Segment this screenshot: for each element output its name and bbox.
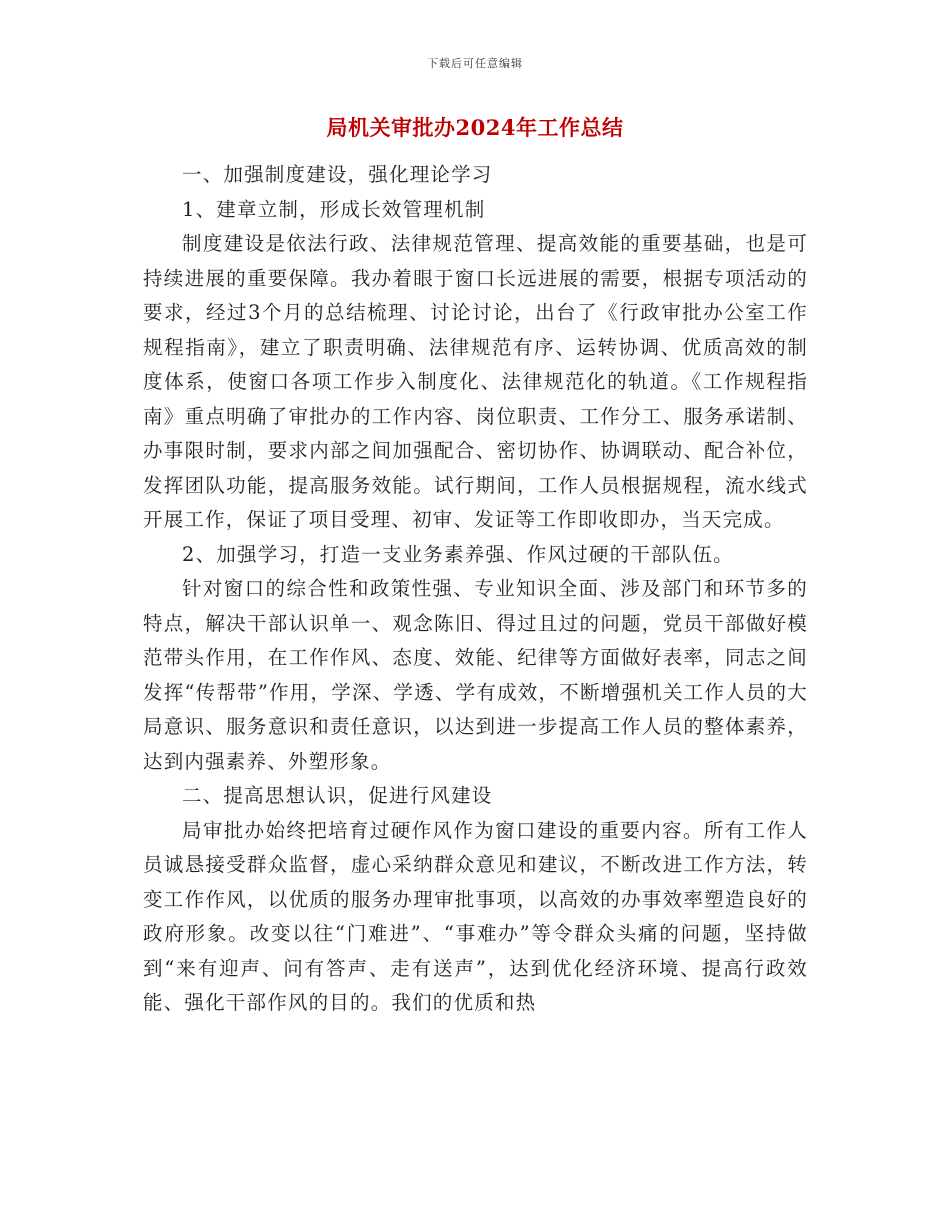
section-heading-1: 一、加强制度建设，强化理论学习 — [182, 163, 493, 186]
document-body — [143, 158, 808, 1021]
subsection-heading-2: 2、加强学习，打造一支业务素养强、作风过硬的干部队伍。 — [182, 542, 734, 566]
body-paragraph: 制度建设是依法行政、法律规范管理、提高效能的重要基础，也是可持续进展的重要保障。我办着眼于窗口长远进展的需要，根据专项活动的要求，经过3个月的总结梳理、讨论讨论，出台了《行政审批办公室工作规程指南》，建立了职责明确、法律规范有序、运转协调、优质高效的制度体系，使窗口各项工作步入制度化、法律规范化的轨道。《工作规程指南》重点明确了审批办的工作内容、岗位职责、工作分工、服务承诺制、办事限时制，要求内部之间加强配合、密切协作、协调联动、配合补位，发挥团队功能，提高服务效能。试行期间，工作人员根据规程，流水线式开展工作，保证了项目受理、初审、发证等工作即收即办，当天完成。 — [143, 232, 808, 531]
subsection-heading-1: 1、建章立制，形成长效管理机制 — [182, 197, 486, 221]
body-paragraph: 针对窗口的综合性和政策性强、专业知识全面、涉及部门和环节多的特点，解决干部认识单一、观念陈旧、得过且过的问题，党员干部做好模范带头作用，在工作作风、态度、效能、纪律等方面做好表率，同志之间发挥“传帮带”作用，学深、学透、学有成效，不断增强机关工作人员的大局意识、服务意识和责任意识，以达到进一步提高工作人员的整体素养，达到内强素养、外塑形象。 — [143, 577, 808, 773]
body-paragraph: 局审批办始终把培育过硬作风作为窗口建设的重要内容。所有工作人员诚恳接受群众监督，虚心采纳群众意见和建议，不断改进工作方法，转变工作作风，以优质的服务办理审批事项，以高效的办事效率塑造良好的政府形象。改变以往“门难进”、“事难办”等令群众头痛的问题，坚持做到“来有迎声、问有答声、走有送声”，达到优化经济环境、提高行政效能、强化干部作风的目的。我们的优质和热 — [143, 818, 808, 1014]
section-heading-2: 二、提高思想认识，促进行风建设 — [182, 784, 493, 807]
header-note: 下载后可任意编辑 — [427, 57, 523, 70]
document-title: 局机关审批办2024年工作总结 — [326, 115, 624, 140]
